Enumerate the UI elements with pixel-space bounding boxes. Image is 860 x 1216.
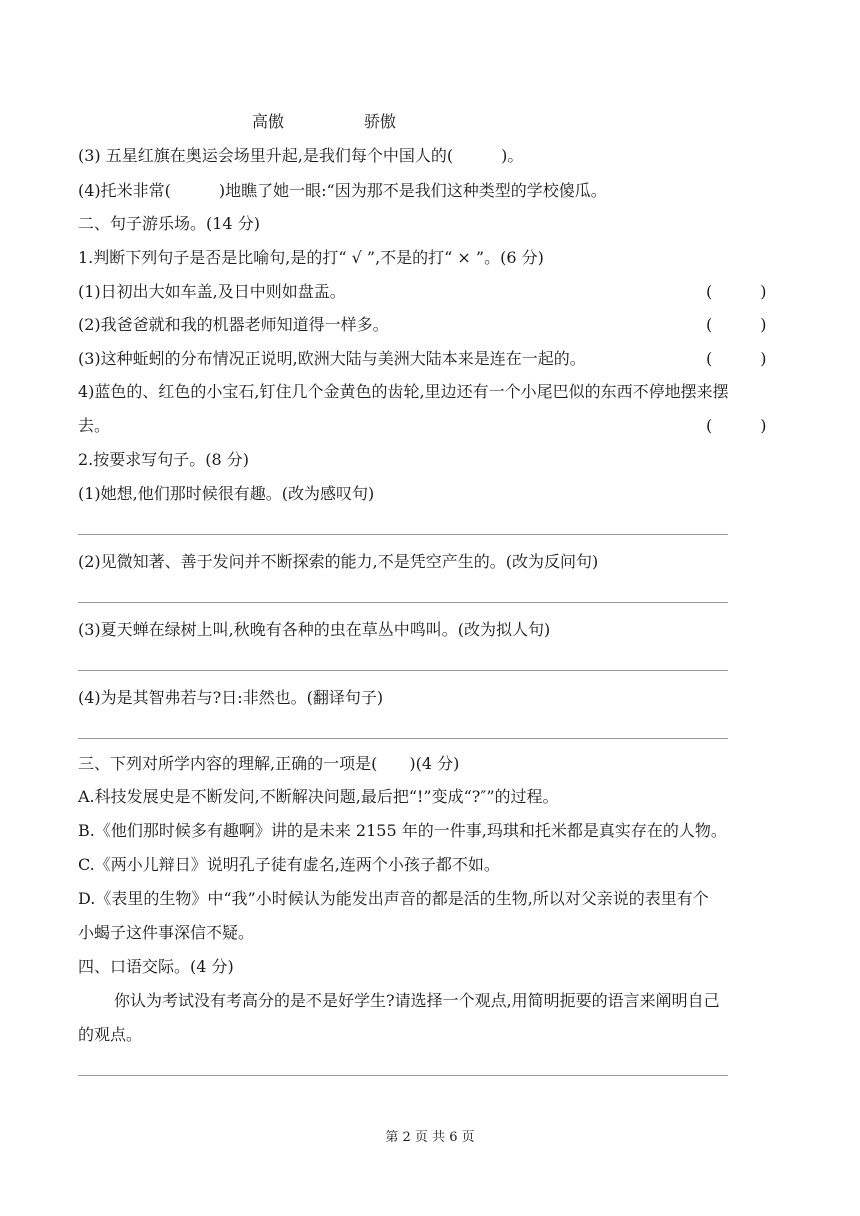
- answer-line-2[interactable]: [78, 602, 728, 603]
- oral-prompt-line1: 你认为考试没有考高分的是不是好学生?请选择一个观点,用简明扼要的语言来阐明自己: [114, 991, 720, 1010]
- answer-paren-1[interactable]: ( ): [706, 282, 767, 301]
- word-choice-1: 高傲: [252, 112, 285, 131]
- option-a: A.科技发展史是不断发问,不断解决问题,最后把“!”变成“?″”的过程。: [78, 787, 559, 806]
- rewrite-item-3: (3)夏天蝉在绿树上叫,秋晚有各种的虫在草丛中鸣叫。(改为拟人句): [78, 620, 551, 639]
- judge-item-1: (1)日初出大如车盖,及日中则如盘盂。: [78, 282, 346, 301]
- rewrite-item-1: (1)她想,他们那时候很有趣。(改为感叹句): [78, 484, 375, 503]
- page-footer: 第 2 页 共 6 页: [385, 1130, 475, 1145]
- part2-prompt: 2.按要求写句子。(8 分): [78, 450, 250, 469]
- word-choice-2: 骄傲: [364, 112, 397, 131]
- answer-paren-4[interactable]: ( ): [706, 416, 767, 435]
- section2-heading: 二、句子游乐场。(14 分): [78, 214, 260, 233]
- answer-line-1[interactable]: [78, 534, 728, 535]
- judge-item-3: (3)这种蚯蚓的分布情况正说明,欧洲大陆与美洲大陆本来是连在一起的。: [78, 349, 586, 368]
- answer-line-5[interactable]: [78, 1075, 728, 1076]
- rewrite-item-2: (2)见微知著、善于发问并不断探索的能力,不是凭空产生的。(改为反问句): [78, 552, 599, 571]
- answer-paren-2[interactable]: ( ): [706, 315, 767, 334]
- fill-question-4: (4)托米非常( )地瞧了她一眼:“因为那不是我们这种类型的学校傻瓜。: [78, 181, 607, 200]
- rewrite-item-4: (4)为是其智弗若与?日:非然也。(翻译句子): [78, 688, 384, 707]
- answer-line-4[interactable]: [78, 738, 728, 739]
- fill-question-3: (3) 五星红旗在奥运会场里升起,是我们每个中国人的( )。: [78, 146, 524, 165]
- option-b: B.《他们那时候多有趣啊》讲的是未来 2155 年的一件事,玛琪和托米都是真实存在的人物。: [78, 821, 727, 840]
- answer-paren-3[interactable]: ( ): [706, 349, 767, 368]
- option-d-line2: 小蝎子这件事深信不疑。: [78, 923, 255, 942]
- option-c: C.《两小儿辩日》说明孔子徒有虚名,连两个小孩子都不如。: [78, 855, 500, 874]
- judge-item-4-line2: 去。: [78, 416, 111, 435]
- judge-item-4-line1: 4)蓝色的、红色的小宝石,钉住几个金黄色的齿轮,里边还有一个小尾巴似的东西不停地摆来摆: [78, 382, 729, 401]
- answer-line-3[interactable]: [78, 670, 728, 671]
- section3-heading: 三、下列对所学内容的理解,正确的一项是( )(4 分): [78, 754, 460, 773]
- section4-heading: 四、口语交际。(4 分): [78, 957, 234, 976]
- part1-prompt: 1.判断下列句子是否是比喻句,是的打“ √ ”,不是的打“ × ”。(6 分): [78, 248, 544, 267]
- option-d-line1: D.《表里的生物》中“我”小时候认为能发出声音的都是活的生物,所以对父亲说的表里有个: [78, 889, 709, 908]
- oral-prompt-line2: 的观点。: [78, 1025, 143, 1044]
- judge-item-2: (2)我爸爸就和我的机器老师知道得一样多。: [78, 315, 389, 334]
